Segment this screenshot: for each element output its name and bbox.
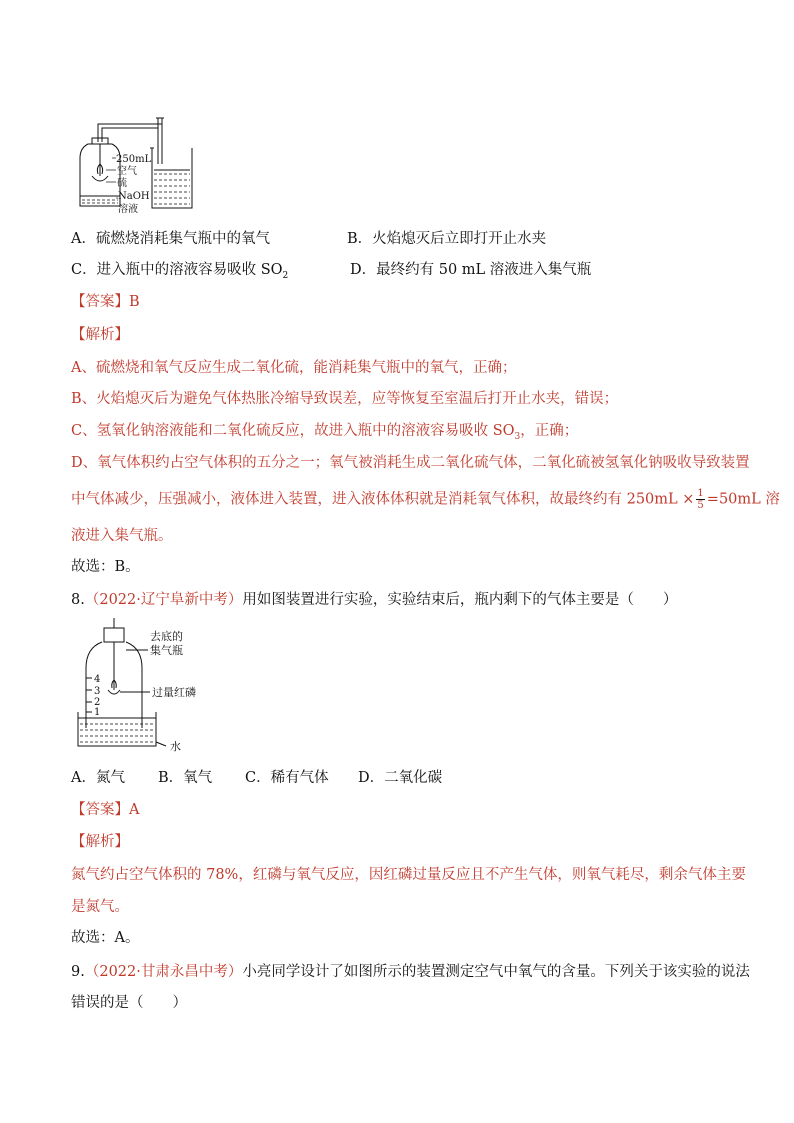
q7-analysis-b: B、火焰熄灭后为避免气体热胀冷缩导致误差，应等恢复至室温后打开止水夹，错误； [71, 391, 619, 407]
q8-stem [71, 590, 677, 610]
q7-analysis-c [71, 421, 578, 447]
q7-option-a: A．硫燃烧消耗集气瓶中的氧气 [71, 231, 270, 247]
q7-analysis-d-line3: 液进入集气瓶。 [71, 528, 173, 544]
q7-analysis-d-tail: =50mL 溶 [706, 491, 780, 508]
sulfur-apparatus-figure [70, 108, 220, 220]
one-fifth-fraction [696, 488, 704, 511]
fraction-denominator: 5 [697, 500, 704, 511]
q8-number: 8. [71, 592, 85, 608]
q7-option-d: D．最终约有 50 mL 溶液进入集气瓶 [350, 262, 592, 278]
q7-option-c [71, 260, 288, 286]
q7-analysis-c-subscript: 3 [514, 431, 521, 442]
fig1-solution-label: 溶液 [118, 204, 138, 215]
q9-source: （2022·甘肃永昌中考） [84, 964, 243, 980]
fig2-water-label: 水 [170, 740, 181, 753]
scale-mark-1: 1 [94, 707, 101, 718]
q9-stem-line1 [71, 962, 750, 982]
scale-mark-2: 2 [94, 697, 101, 708]
phosphorus-apparatus-figure [74, 616, 224, 754]
q7-analysis-c-tail: ，正确； [520, 423, 579, 439]
q7-option-c-subscript: 2 [282, 270, 289, 281]
scale-mark-3: 3 [94, 686, 101, 697]
q7-answer: 【答案】B [71, 294, 140, 310]
q7-option-c-text: C．进入瓶中的溶液容易吸收 SO [71, 262, 283, 278]
q9-stem-text: 小亮同学设计了如图所示的装置测定空气中氧气的含量。下列关于该实验的说法 [242, 964, 750, 980]
fig1-sulfur-label: 硫 [117, 178, 127, 189]
fig2-bottle-label-1: 去底的 [150, 630, 183, 643]
q8-option-c: C．稀有气体 [245, 770, 329, 786]
q7-conclusion: 故选：B。 [71, 559, 140, 575]
q7-analysis-a: A、硫燃烧和氧气反应生成二氧化硫，能消耗集气瓶中的氧气，正确； [71, 360, 517, 376]
q8-option-b: B．氧气 [158, 770, 213, 786]
q8-conclusion: 故选：A。 [71, 930, 140, 946]
fig2-bottle-label-2: 集气瓶 [150, 644, 183, 657]
q8-analysis-line2: 是氮气。 [71, 899, 129, 915]
q9-number: 9. [71, 964, 85, 980]
q7-analysis-heading: 【解析】 [71, 327, 129, 343]
q9-stem-line2: 错误的是（ ） [71, 995, 187, 1011]
fraction-numerator: 1 [697, 488, 704, 499]
q7-analysis-d-line1: D、氧气体积约占空气体积的五分之一；氧气被消耗生成二氧化硫气体，二氧化硫被氢氧化钠吸收导致装置 [71, 455, 750, 471]
q8-option-d: D．二氧化碳 [358, 770, 443, 786]
q7-analysis-c-text: C、氢氧化钠溶液能和二氧化硫反应，故进入瓶中的溶液容易吸收 SO [71, 423, 515, 439]
scale-mark-4: 4 [94, 674, 101, 685]
fig1-air-label: 空气 [117, 166, 137, 177]
fig1-naoh-label: NaOH [118, 191, 150, 202]
q7-analysis-d-line2 [71, 488, 780, 511]
q7-option-b: B．火焰熄灭后立即打开止水夹 [347, 231, 547, 247]
q8-analysis-line1: 氮气约占空气体积的 78%，红磷与氧气反应，因红磷过量反应且不产生气体，则氧气耗尽，剩余气体主要 [71, 867, 746, 883]
fig2-phosphorus-label: 过量红磷 [152, 686, 196, 699]
q8-analysis-heading: 【解析】 [71, 834, 129, 850]
q8-stem-text: 用如图装置进行实验，实验结束后，瓶内剩下的气体主要是（ ） [242, 592, 678, 608]
q7-analysis-d-text: 中气体减少，压强减小，液体进入装置，进入液体体积就是消耗氧气体积，故最终约有 250mL × [71, 491, 695, 508]
q8-option-a: A．氮气 [71, 770, 125, 786]
fig1-volume-label: 250mL [116, 154, 152, 165]
q8-source: （2022·辽宁阜新中考） [84, 592, 243, 608]
q8-answer: 【答案】A [71, 802, 140, 818]
